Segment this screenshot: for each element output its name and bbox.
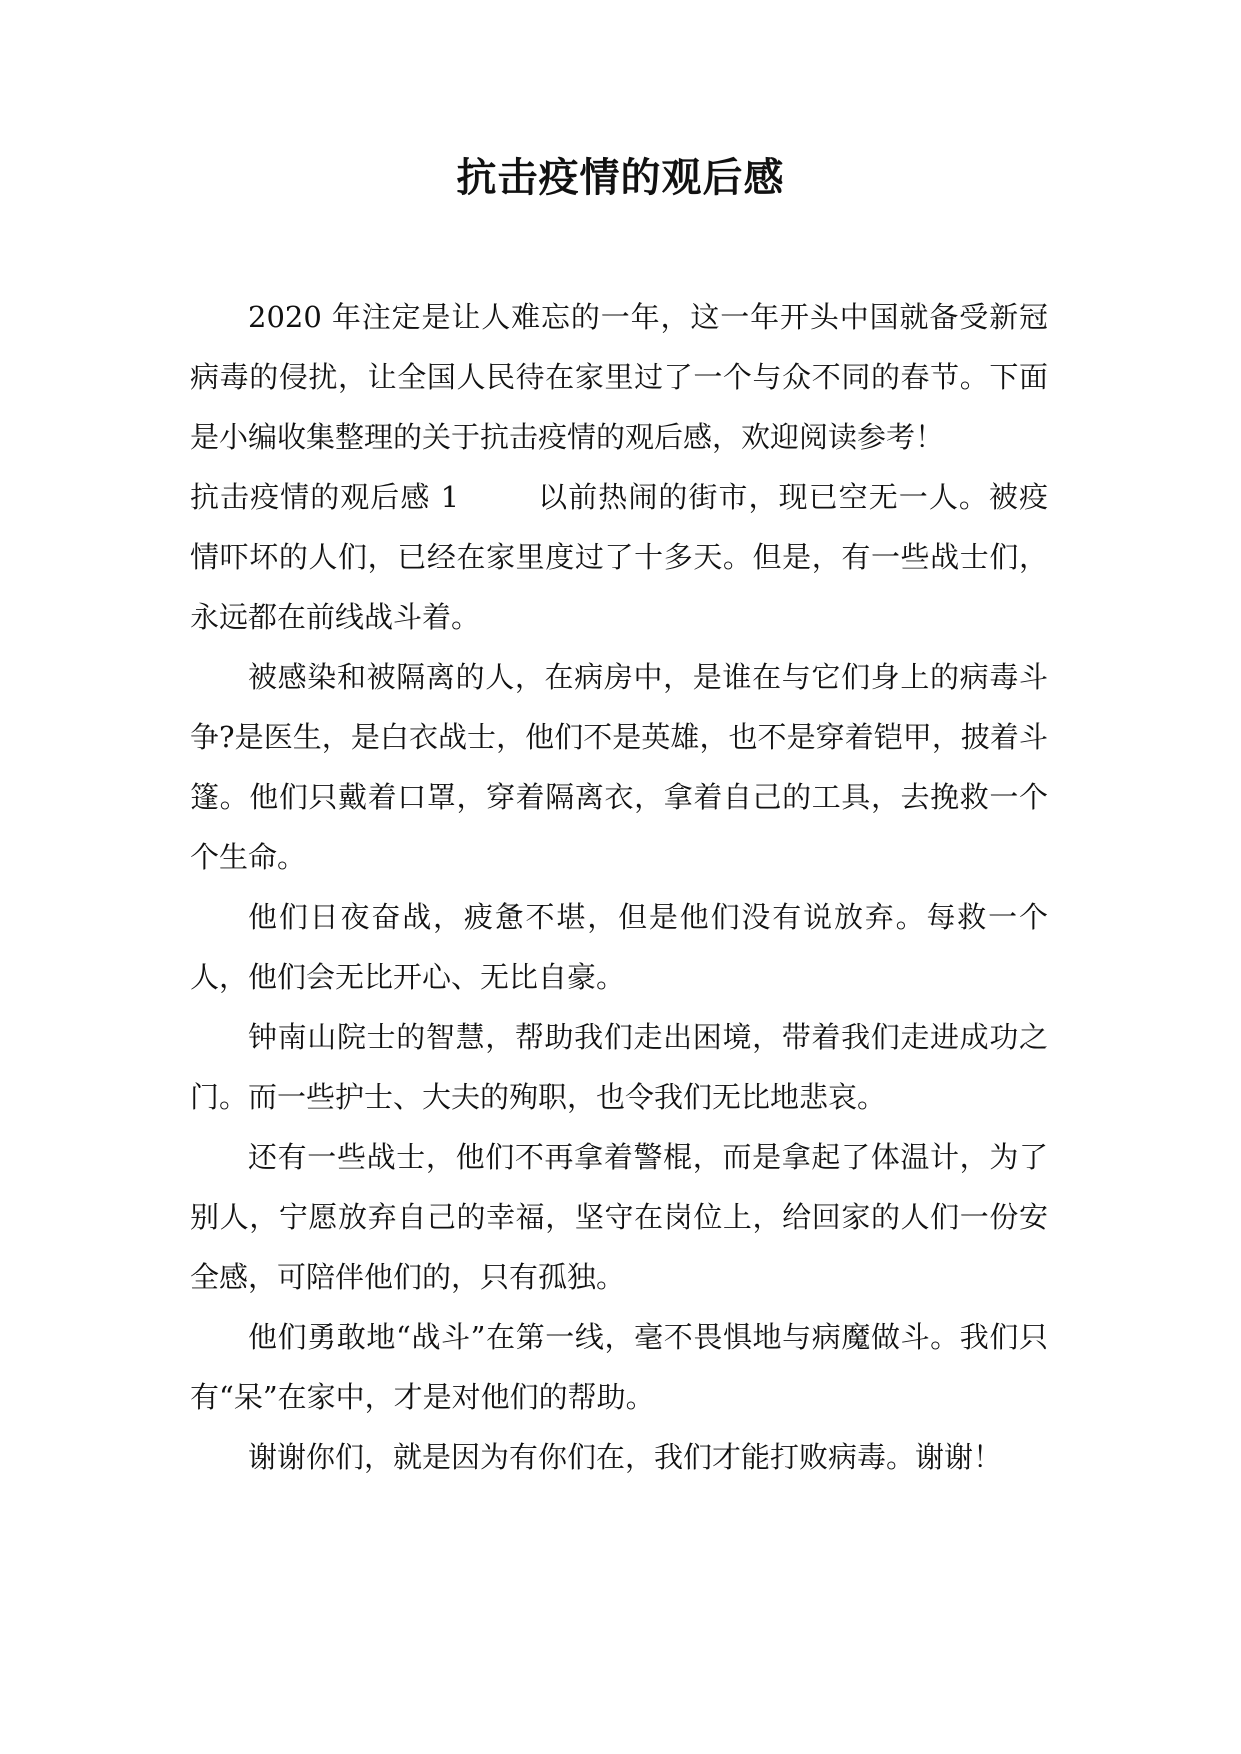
- body-paragraph: 还有一些战士，他们不再拿着警棍，而是拿起了体温计，为了别人，宁愿放弃自己的幸福，坚守在岗位上，给回家的人们一份安全感，可陪伴他们的，只有孤独。: [190, 1140, 1048, 1294]
- intro-paragraph: 2020 年注定是让人难忘的一年，这一年开头中国就备受新冠病毒的侵扰，让全国人民待在家里过了一个与众不同的春节。下面是小编收集整理的关于抗击疫情的观后感，欢迎阅读参考！: [190, 300, 1048, 454]
- body-paragraph: 他们日夜奋战，疲惫不堪，但是他们没有说放弃。每救一个人，他们会无比开心、无比自豪。: [190, 900, 1048, 994]
- body-paragraph: 谢谢你们，就是因为有你们在，我们才能打败病毒。谢谢！: [248, 1440, 1003, 1474]
- section-first-text: 以前热闹的街市，现已空无一人。被疫情吓坏的人们，已经在家里度过了十多天。但是，有一些战士们，永远都在前线战斗着。: [190, 480, 1048, 634]
- document-body: [190, 287, 1048, 1487]
- section-first-paragraph: [190, 467, 1048, 647]
- body-paragraph: 钟南山院士的智慧，帮助我们走出困境，带着我们走进成功之门。而一些护士、大夫的殉职，也令我们无比地悲哀。: [190, 1020, 1048, 1114]
- document-title: 抗击疫情的观后感: [456, 155, 785, 201]
- body-paragraph: 被感染和被隔离的人，在病房中，是谁在与它们身上的病毒斗争?是医生，是白衣战士，他们不是英雄，也不是穿着铠甲，披着斗篷。他们只戴着口罩，穿着隔离衣，拿着自己的工具，去挽救一个个生命。: [190, 660, 1048, 874]
- body-paragraph: 他们勇敢地“战斗”在第一线，毫不畏惧地与病魔做斗。我们只有“呆”在家中，才是对他们的帮助。: [190, 1320, 1048, 1414]
- section-heading: 抗击疫情的观后感 1: [190, 480, 460, 514]
